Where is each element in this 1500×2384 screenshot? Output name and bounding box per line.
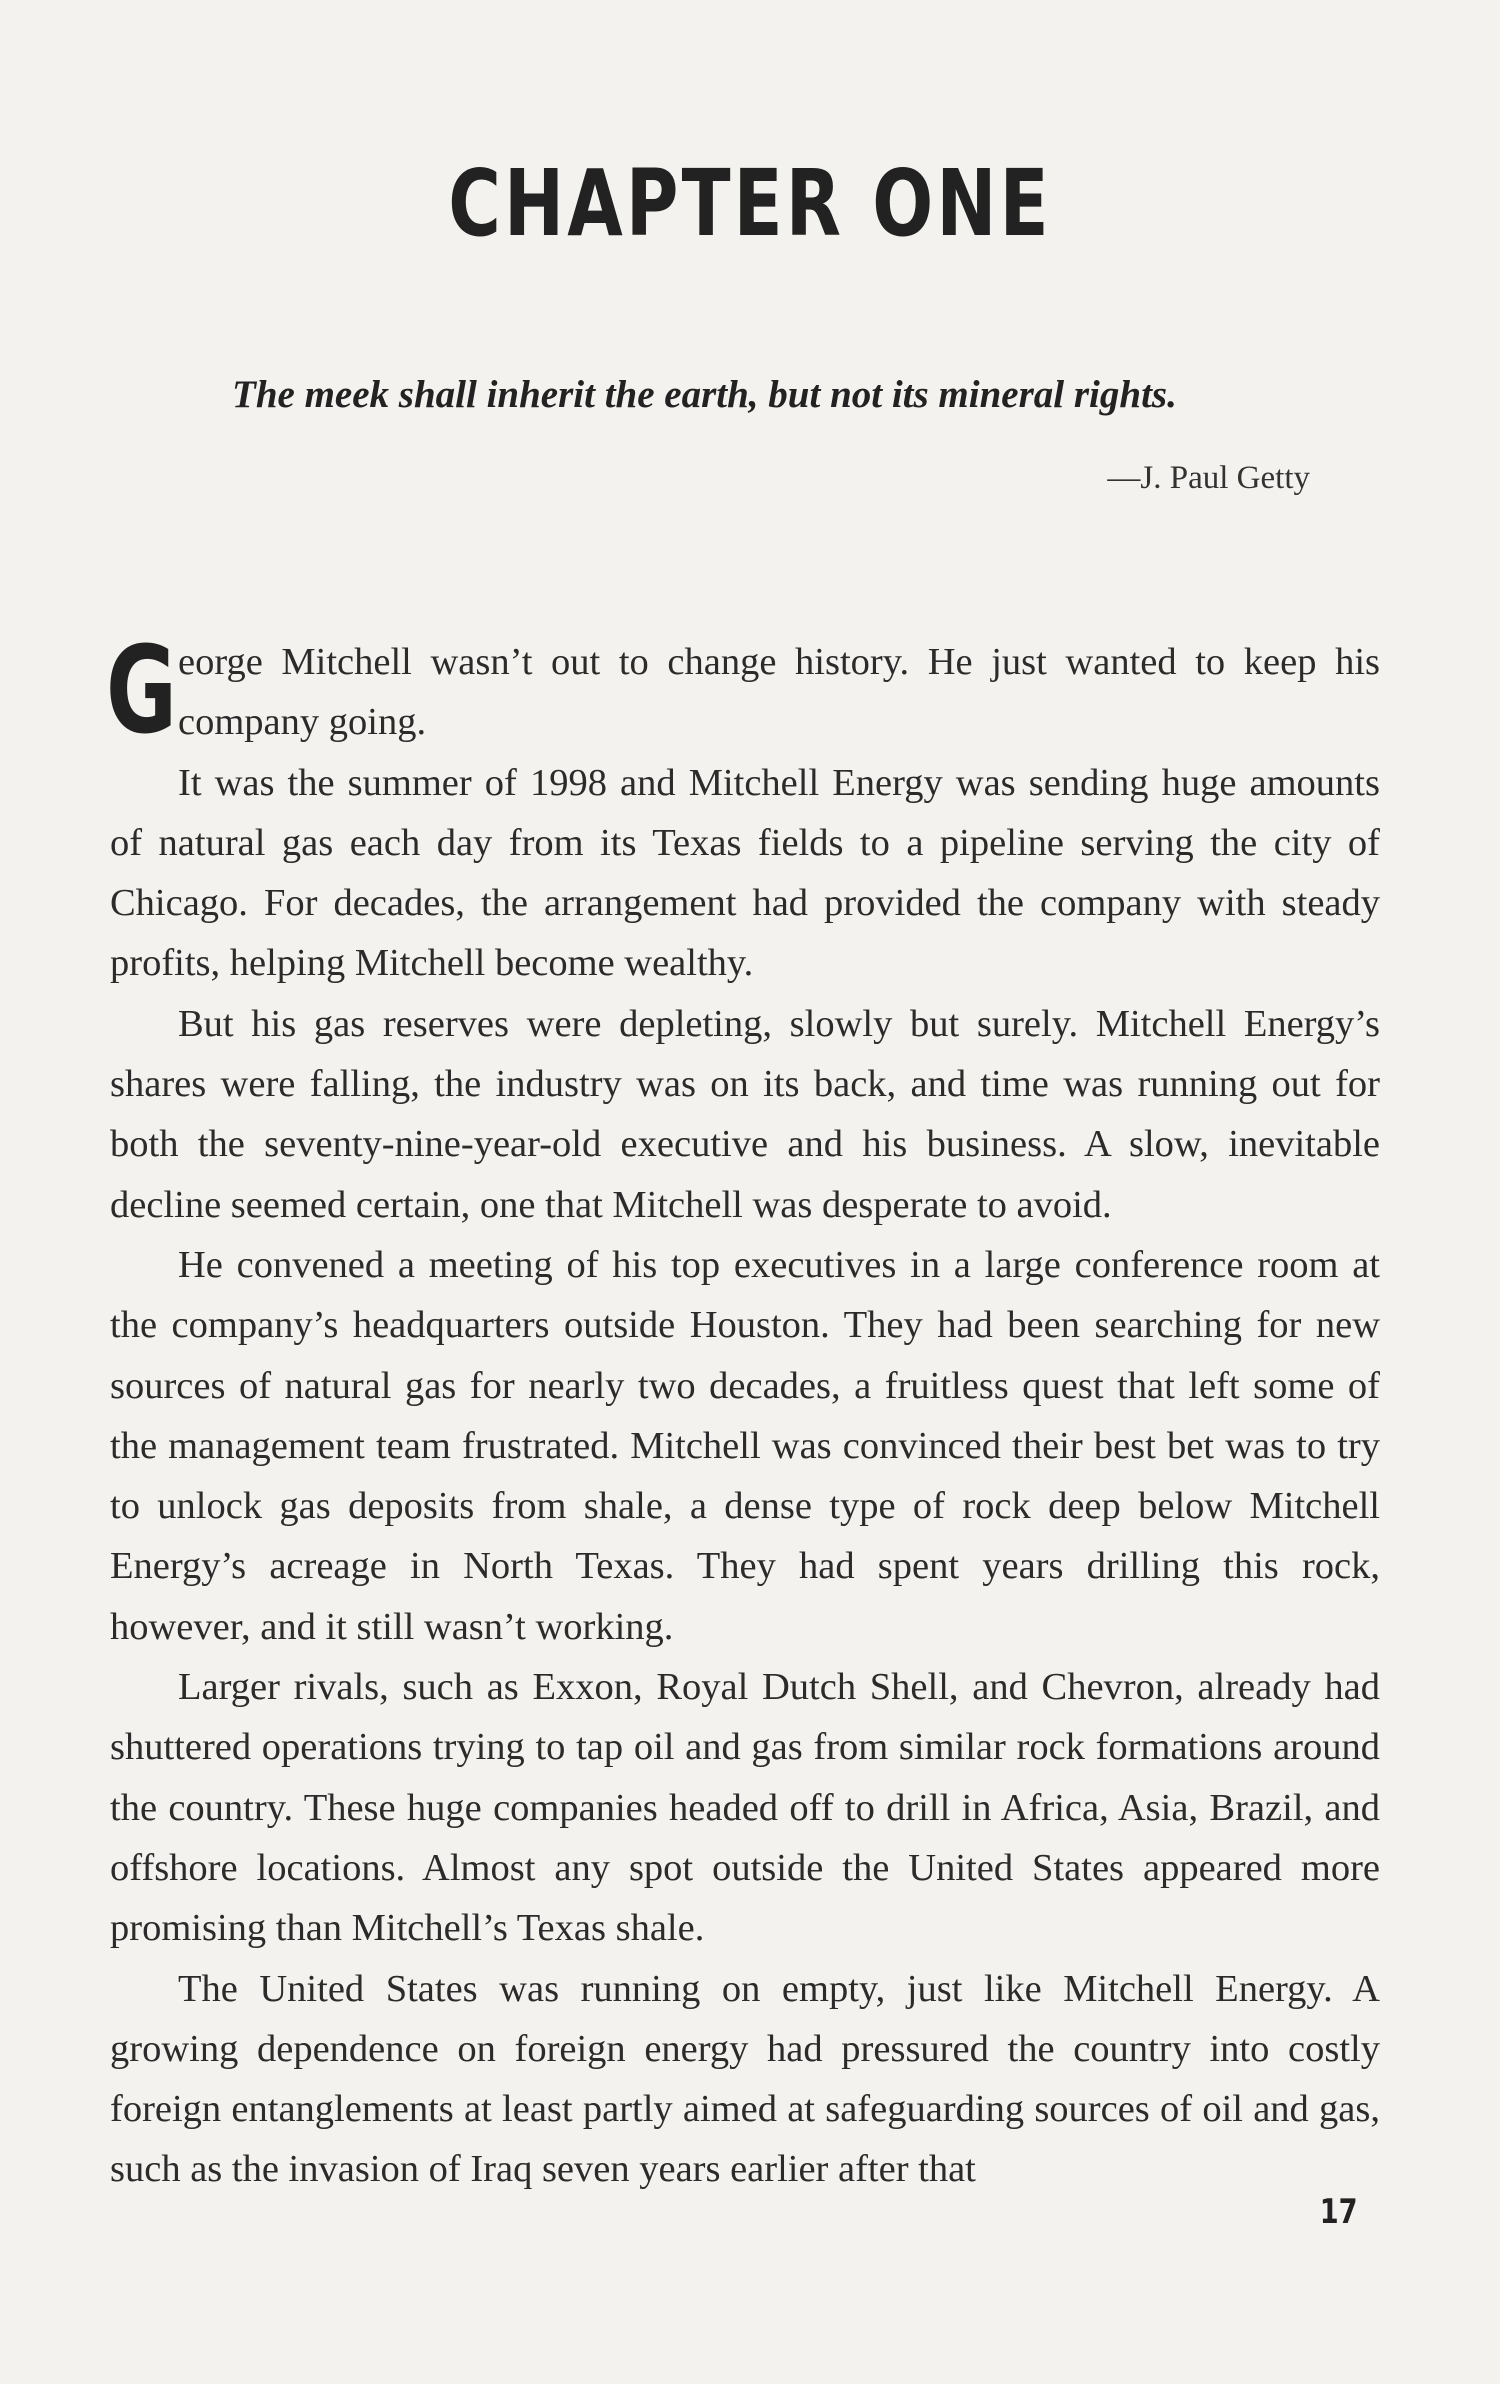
paragraph-text: eorge Mitchell wasn’t out to change history. He just wanted to keep his company going. [178, 641, 1380, 744]
paragraph-3: But his gas reserves were depleting, slowly but surely. Mitchell Energy’s shares were falling, the industry was on its back, and time was running out for both the seventy-nine-year-old executive and his business. A slow, inevitable decline seemed certain, one that Mitchell was desperate to avoid. [110, 1002, 1380, 1226]
paragraph-6: The United States was running on empty, just like Mitchell Energy. A growing dependence on foreign energy had pressured the country into costly foreign entanglements at least partly aimed at safeguarding sources of oil and gas, such as the invasion of Iraq seven years earlier after that [110, 1967, 1380, 2191]
paragraph-1 [106, 622, 1380, 761]
paragraph-4: He convened a meeting of his top executives in a large conference room at the company’s headquarters outside Houston. They had been searching for new sources of natural gas for nearly two decades, a fruitless quest that left some of the management team frustrated. Mitchell was convinced their best bet was to try to unlock gas deposits from shale, a dense type of rock deep below Mitchell Energy’s acreage in North Texas. They had spent years drilling this rock, however, and it still wasn’t working. [110, 1243, 1380, 1648]
drop-cap: G [106, 622, 177, 761]
epigraph-quote: The meek shall inherit the earth, but not its mineral rights. [232, 373, 1177, 416]
chapter-title: CHAPTER ONE [448, 150, 1052, 257]
body-text [106, 622, 1380, 2200]
paragraph-5: Larger rivals, such as Exxon, Royal Dutch Shell, and Chevron, already had shuttered operations trying to tap oil and gas from similar rock formations around the country. These huge companies headed off to drill in Africa, Asia, Brazil, and offshore locations. Almost any spot outside the United States appeared more promising than Mitchell’s Texas shale. [110, 1666, 1380, 1950]
paragraph-2: It was the summer of 1998 and Mitchell Energy was sending huge amounts of natural gas each day from its Texas fields to a pipeline serving the city of Chicago. For decades, the arrangement had provided the company with steady profits, helping Mitchell become wealthy. [110, 761, 1380, 985]
epigraph-attribution: —J. Paul Getty [1107, 460, 1310, 496]
page-number: 17 [1319, 2192, 1358, 2232]
